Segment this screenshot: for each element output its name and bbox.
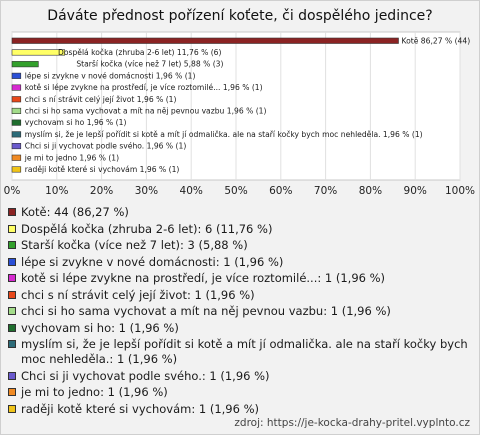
legend-label: Dospělá kočka (zhruba 2-6 let): 6 (11,76 %) <box>21 221 273 236</box>
bar-label: lépe si zvykne v nové domácnosti 1,96 % (1) <box>24 71 196 81</box>
x-tick-label: 70% <box>313 185 338 197</box>
legend-swatch <box>8 274 16 282</box>
legend-swatch <box>8 225 16 233</box>
legend-item <box>8 222 474 237</box>
x-tick-label: 100% <box>444 185 476 197</box>
legend-label: chci s ní strávit celý její život: 1 (1,96 %) <box>21 287 255 302</box>
legend-swatch <box>8 372 16 380</box>
bar <box>12 50 65 56</box>
legend-item <box>8 402 474 417</box>
bar <box>12 108 21 114</box>
x-tick-label: 10% <box>45 185 69 197</box>
legend-label: raději kotě které si vychovám: 1 (1,96 %) <box>21 401 259 416</box>
bar-label: Dospělá kočka (zhruba 2-6 let) 11,76 % (6) <box>58 48 222 57</box>
legend-swatch <box>8 388 16 396</box>
bar <box>12 73 21 79</box>
legend-item <box>8 369 474 384</box>
bar-label: chci si ho sama vychovat a mít na něj pevnou vazbu 1,96 % (1) <box>24 106 267 116</box>
legend-item <box>8 205 474 220</box>
bar-label: raději kotě které si vychovám 1,96 % (1) <box>24 165 180 174</box>
legend-item <box>8 304 474 319</box>
legend-swatch <box>8 291 16 299</box>
bar <box>12 61 38 67</box>
x-tick-label: 20% <box>89 185 114 197</box>
legend-swatch <box>8 208 16 216</box>
legend-item <box>8 288 474 303</box>
bar-label: vychovam si ho 1,96 % (1) <box>24 118 127 128</box>
bar <box>12 120 21 126</box>
bar <box>12 143 21 149</box>
legend-label: Kotě: 44 (86,27 %) <box>21 205 129 219</box>
legend-item <box>8 321 474 336</box>
legend-item <box>8 255 474 270</box>
x-tick-label: 50% <box>224 185 248 197</box>
x-tick-label: 0% <box>3 185 21 197</box>
legend-label: Starší kočka (více než 7 let): 3 (5,88 %) <box>21 238 248 252</box>
bar-label: myslím si, že je lepší pořídit si kotě a mít jí odmalička. ale na staří kočky bych moc nehleděla. 1,96 % (1) <box>24 129 423 139</box>
x-tick-label: 90% <box>403 185 427 197</box>
legend-swatch <box>8 241 16 249</box>
bar-label: Starší kočka (více než 7 let) 5,88 % (3) <box>76 59 224 69</box>
bar <box>12 167 21 173</box>
legend-item <box>8 385 474 400</box>
bar-label: Chci si ji vychovat podle svého. 1,96 % (1) <box>24 141 187 151</box>
bar-label: Kotě 86,27 % (44) <box>401 36 471 46</box>
legend-swatch <box>8 324 16 332</box>
legend-swatch <box>8 258 16 266</box>
legend-label: Chci si ji vychovat podle svého.: 1 (1,96 %) <box>21 368 270 383</box>
legend-label: vychovam si ho: 1 (1,96 %) <box>21 320 179 335</box>
bar <box>12 155 21 161</box>
source-note[interactable]: zdroj: https://je-kocka-drahy-pritel.vyplnto.cz <box>234 417 470 429</box>
legend-item <box>8 337 474 367</box>
bar-label: chci s ní strávit celý její život 1,96 % (1) <box>24 94 177 104</box>
x-tick-label: 60% <box>269 185 293 197</box>
legend-label: je mi to jedno: 1 (1,96 %) <box>21 385 168 399</box>
bar <box>12 38 398 44</box>
legend-item <box>8 271 474 286</box>
bar <box>12 97 21 103</box>
bar <box>12 132 21 138</box>
legend-label: kotě si lépe zvykne na prostředí, je více roztomilé...: 1 (1,96 %) <box>21 271 386 285</box>
chart-legend <box>8 205 474 418</box>
legend-swatch <box>8 405 16 413</box>
bar-chart <box>0 0 480 205</box>
legend-swatch <box>8 307 16 315</box>
legend-label: chci si ho sama vychovat a mít na něj pevnou vazbu: 1 (1,96 %) <box>21 304 391 318</box>
legend-swatch <box>8 340 16 348</box>
bar-label: kotě si lépe zvykne na prostředí, je více roztomilé... 1,96 % (1) <box>24 83 263 93</box>
legend-label: myslím si, že je lepší pořídit si kotě a mít jí odmalička. ale na staří kočky bych moc nehleděla.: 1 (1,96 %) <box>21 337 468 366</box>
bar-label: je mi to jedno 1,96 % (1) <box>24 153 120 163</box>
bar <box>12 85 21 91</box>
x-tick-label: 30% <box>134 185 159 197</box>
legend-item <box>8 238 474 253</box>
legend-label: lépe si zvykne v nové domácnosti: 1 (1,96 %) <box>21 254 284 269</box>
chart-title: Dáváte přednost pořízení koťete, či dospělého jedince? <box>47 8 433 24</box>
x-tick-label: 40% <box>179 185 203 197</box>
x-tick-label: 80% <box>358 185 383 197</box>
